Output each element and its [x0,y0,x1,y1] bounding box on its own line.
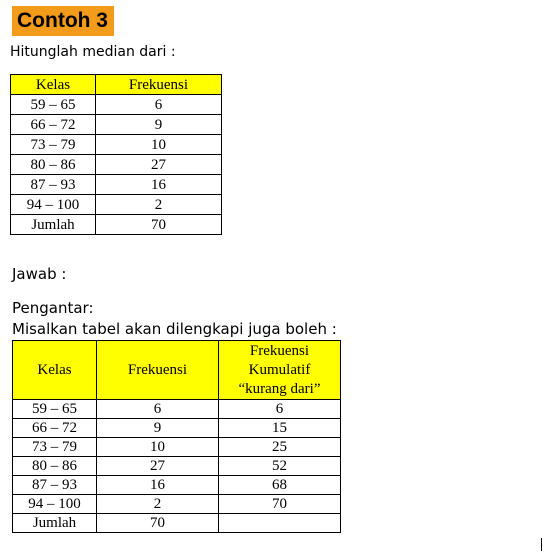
cell-jumlah-value: 70 [97,514,219,533]
table-row [13,476,341,495]
cell-jumlah-label: Jumlah [11,215,96,235]
cell-frekuensi: 6 [96,95,222,115]
cell-kelas: 59 – 65 [11,95,96,115]
cell-kumulatif: 25 [219,438,341,457]
cell-kelas: 59 – 65 [13,400,97,419]
cell-kelas: 66 – 72 [13,419,97,438]
question-text: Hitunglah median dari : [10,44,176,60]
table-row [11,95,222,115]
text-cursor [541,538,542,551]
cell-kelas: 73 – 79 [11,135,96,155]
table-total-row [13,514,341,533]
table-total-row [11,215,222,235]
table-row [13,495,341,514]
cell-frekuensi: 9 [97,419,219,438]
cell-kelas: 87 – 93 [11,175,96,195]
cell-frekuensi: 2 [97,495,219,514]
cell-frekuensi: 27 [97,457,219,476]
cell-kelas: 80 – 86 [11,155,96,175]
header-frekuensi: Frekuensi [96,75,222,95]
cell-frekuensi: 10 [97,438,219,457]
table-row [11,135,222,155]
header-line: Frekuensi [249,342,310,359]
cell-kumulatif: 68 [219,476,341,495]
table-row [13,438,341,457]
cell-frekuensi: 9 [96,115,222,135]
table-header-row [11,75,222,95]
page-title: Contoh 3 [12,6,114,36]
cell-kumulatif: 15 [219,419,341,438]
table-row [11,155,222,175]
cell-frekuensi: 16 [97,476,219,495]
cell-kelas: 94 – 100 [11,195,96,215]
note-text: Misalkan tabel akan dilengkapi juga boleh : [12,320,337,338]
table-row [11,175,222,195]
cell-jumlah-label: Jumlah [13,514,97,533]
cell-kumulatif: 70 [219,495,341,514]
cell-frekuensi: 27 [96,155,222,175]
cumulative-frequency-table [12,340,341,533]
header-kelas: Kelas [13,341,97,400]
cell-kumulatif [219,514,341,533]
header-frekuensi: Frekuensi [97,341,219,400]
table-row [13,457,341,476]
header-kelas: Kelas [11,75,96,95]
cell-jumlah-value: 70 [96,215,222,235]
cell-frekuensi: 16 [96,175,222,195]
intro-label: Pengantar: [12,299,94,317]
table-header-row [13,341,341,400]
cell-kelas: 73 – 79 [13,438,97,457]
cell-kumulatif: 6 [219,400,341,419]
cell-frekuensi: 6 [97,400,219,419]
header-line: Kumulatif [248,361,311,378]
cell-kelas: 87 – 93 [13,476,97,495]
cell-frekuensi: 10 [96,135,222,155]
answer-label: Jawab : [12,265,67,283]
cell-kumulatif: 52 [219,457,341,476]
frequency-table [10,74,222,235]
table-row [13,400,341,419]
table-row [11,195,222,215]
header-frekuensi-kumulatif [219,341,341,400]
table-row [13,419,341,438]
cell-kelas: 66 – 72 [11,115,96,135]
header-line: “kurang dari” [238,380,321,397]
cell-kelas: 94 – 100 [13,495,97,514]
table-row [11,115,222,135]
cell-kelas: 80 – 86 [13,457,97,476]
cell-frekuensi: 2 [96,195,222,215]
